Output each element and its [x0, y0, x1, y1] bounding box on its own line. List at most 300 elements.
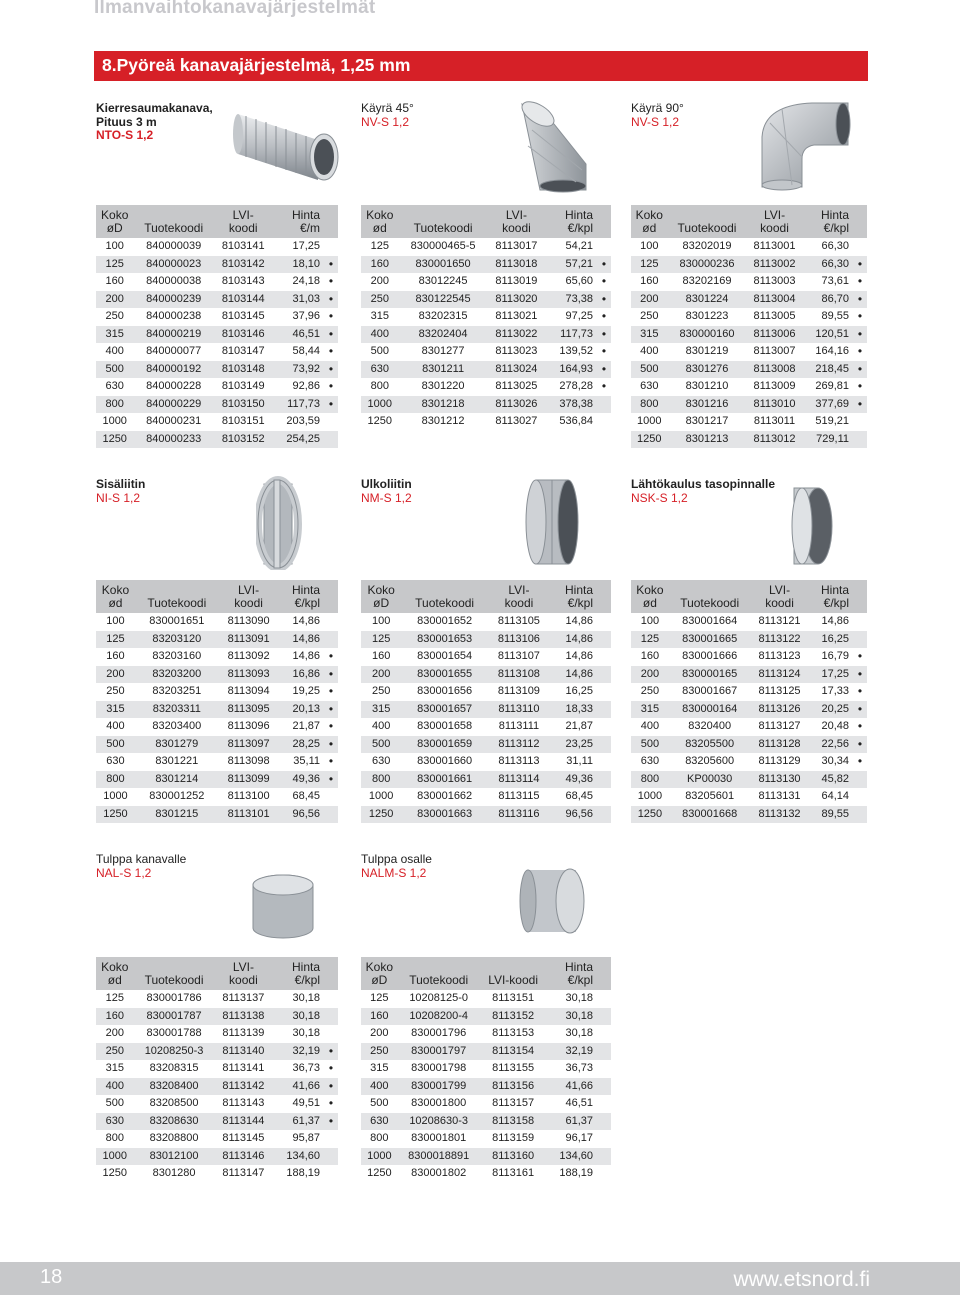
stock-dot-cell: [597, 648, 611, 666]
price-cell: 519,21: [815, 415, 849, 427]
table-row: [96, 413, 338, 431]
product-code-cell: 830001662: [417, 790, 473, 802]
price-table-bend45: [361, 205, 611, 431]
size-cell: 400: [105, 345, 124, 357]
stock-dot-cell: •: [601, 274, 607, 288]
table-row: [631, 683, 867, 701]
table-row: [631, 273, 867, 291]
table-row: [361, 291, 611, 309]
lvi-code-cell: 8113110: [488, 701, 550, 719]
product-code-cell: 83012245: [418, 275, 468, 287]
price-cell: 23,25: [550, 736, 597, 754]
lvi-code-cell: 8113009: [753, 380, 796, 392]
price-cell: 66,30: [821, 240, 849, 252]
product-code-cell: 830001653: [401, 631, 488, 649]
product-code-cell: 8301213: [668, 431, 747, 449]
product-code-cell: 8301277: [421, 345, 465, 357]
lvi-code-cell: 8103144: [214, 291, 273, 309]
stock-dot-cell: •: [328, 1061, 334, 1075]
lvi-code-cell: 8113012: [746, 431, 802, 449]
stock-dot-cell: [324, 1008, 338, 1026]
price-cell: 68,45: [292, 790, 320, 802]
product-code-cell: 8301221: [155, 755, 199, 767]
size-cell: 800: [96, 396, 133, 414]
table-row: [96, 631, 338, 649]
size-cell: 125: [370, 240, 389, 252]
product-code-cell: 830001668: [669, 806, 751, 824]
size-cell: 315: [96, 701, 135, 719]
column-header: LVI-koodi: [480, 957, 547, 990]
stock-dot-cell: •: [597, 361, 611, 379]
price-cell: 96,56: [550, 806, 597, 824]
price-cell: 117,73: [273, 396, 325, 414]
stock-dot-cell: [597, 990, 611, 1008]
lvi-code-cell: 8113090: [227, 615, 270, 627]
table-row: [361, 1165, 611, 1183]
stock-dot-cell: •: [601, 344, 607, 358]
product-code-cell: 83203120: [135, 631, 219, 649]
lvi-code-cell: 8113021: [495, 310, 538, 322]
size-cell: 1000: [368, 790, 394, 802]
product-code-cell: 83205601: [685, 790, 735, 802]
table-header-row: [96, 957, 338, 990]
stock-dot-cell: •: [328, 684, 334, 698]
stock-dot-cell: •: [853, 701, 867, 719]
price-cell: 32,19: [546, 1043, 597, 1061]
price-cell: 269,81: [815, 380, 849, 392]
column-header: Koko ød: [631, 580, 669, 613]
lvi-code-cell: 8113113: [498, 755, 540, 767]
lvi-code-cell: 8113106: [488, 631, 550, 649]
stock-dot-cell: •: [328, 649, 334, 663]
table-row: [96, 1025, 338, 1043]
column-header: Koko ød: [96, 580, 135, 613]
table-row: [631, 718, 867, 736]
price-cell: 21,87: [292, 720, 320, 732]
table-row: [631, 788, 867, 806]
table-row: [96, 806, 338, 824]
page-number: 18: [40, 1266, 63, 1288]
lvi-code-cell: 8113008: [746, 361, 802, 379]
website-link[interactable]: www.etsnord.fi: [733, 1268, 870, 1291]
price-cell: 14,86: [292, 650, 320, 662]
lvi-code-cell: 8113019: [495, 275, 538, 287]
table-row: [361, 1130, 611, 1148]
table-row: [631, 431, 867, 449]
price-cell: 49,36: [550, 771, 597, 789]
size-cell: 160: [106, 650, 125, 662]
column-header: Hinta €/kpl: [809, 580, 853, 613]
stock-dot-cell: •: [853, 291, 867, 309]
price-cell: 16,86: [278, 666, 324, 684]
product-code-cell: 8301220: [421, 380, 465, 392]
stock-dot-cell: •: [324, 771, 338, 789]
column-header: Koko ød: [361, 205, 399, 238]
price-table-nalm: [361, 957, 611, 1183]
column-header: Tuotekoodi: [133, 205, 214, 238]
stock-dot-cell: •: [853, 256, 867, 274]
size-cell: 800: [96, 771, 135, 789]
price-cell: 16,79: [821, 650, 849, 662]
price-cell: 49,36: [278, 771, 324, 789]
lvi-code-cell: 8113098: [227, 755, 270, 767]
size-cell: 1250: [96, 806, 135, 824]
product-code-cell: 83203200: [135, 666, 219, 684]
price-cell: 117,73: [545, 326, 597, 344]
product-code-cell: 8301216: [668, 396, 747, 414]
lvi-code-cell: 8113128: [750, 736, 808, 754]
lvi-code-cell: 8113092: [227, 650, 270, 662]
lvi-code-cell: 8113144: [215, 1113, 273, 1131]
size-cell: 315: [96, 326, 133, 344]
price-cell: 17,25: [809, 666, 853, 684]
table-row: [631, 361, 867, 379]
lvi-code-cell: 8113108: [488, 666, 550, 684]
column-header: Tuotekoodi: [401, 580, 488, 613]
column-header: Tuotekoodi: [135, 580, 219, 613]
lvi-code-cell: 8113116: [488, 806, 550, 824]
product-code-cell: 840000239: [133, 291, 214, 309]
stock-indicator-header: [597, 580, 611, 613]
product-code-cell: 83012100: [134, 1148, 215, 1166]
price-cell: 68,45: [565, 790, 593, 802]
product-code-cell: 830001802: [411, 1167, 467, 1179]
product-name-line: Sisäliitin: [96, 477, 146, 491]
column-header: LVI- koodi: [215, 957, 273, 990]
column-header: Hinta €/kpl: [803, 205, 853, 238]
size-cell: 1000: [361, 1148, 398, 1166]
product-code-cell: 830001664: [682, 615, 738, 627]
size-cell: 1250: [102, 1167, 128, 1179]
table-row: [631, 648, 867, 666]
stock-dot-cell: •: [601, 379, 607, 393]
product-code-cell: 83203311: [135, 701, 219, 719]
size-cell: 125: [631, 256, 668, 274]
price-cell: 49,51: [292, 1097, 320, 1109]
table-row: [96, 771, 338, 789]
price-cell: 54,21: [565, 240, 593, 252]
lvi-code-cell: 8113159: [492, 1132, 535, 1144]
size-cell: 1250: [96, 431, 133, 449]
size-cell: 500: [96, 736, 135, 754]
size-cell: 1250: [631, 431, 668, 449]
column-header: Hinta €/kpl: [272, 957, 324, 990]
product-name-line: Käyrä 45°: [361, 101, 414, 115]
product-code-cell: 830122545: [399, 291, 488, 309]
product-code-cell: 83203160: [152, 650, 202, 662]
price-cell: 134,60: [272, 1148, 324, 1166]
product-code-cell: 830001658: [417, 720, 473, 732]
inner-coupling-image: [256, 474, 306, 570]
lvi-code-cell: 8113115: [498, 790, 540, 802]
table-header-row: [631, 205, 867, 238]
lvi-code-cell: 8113155: [492, 1062, 535, 1074]
table-row: [96, 326, 338, 344]
price-cell: 14,86: [292, 615, 320, 627]
price-cell: 203,59: [286, 415, 320, 427]
size-cell: 400: [361, 326, 399, 344]
table-row: [96, 378, 338, 396]
stock-dot-cell: •: [853, 326, 867, 344]
product-code-cell: 8301210: [685, 380, 729, 392]
table-row: [361, 1025, 611, 1043]
price-cell: 64,14: [821, 790, 849, 802]
table-row: [96, 1130, 338, 1148]
size-cell: 500: [370, 1097, 389, 1109]
column-header: LVI- koodi: [214, 205, 273, 238]
size-cell: 315: [631, 701, 669, 719]
table-row: [96, 238, 338, 256]
product-code-cell: 840000238: [146, 310, 202, 322]
table-row: [361, 666, 611, 684]
stock-dot-cell: [853, 631, 867, 649]
table-row: [361, 238, 611, 256]
product-name-line: Tulppa kanavalle: [96, 852, 187, 866]
price-cell: 377,69: [803, 396, 853, 414]
product-code: NI-S 1,2: [96, 490, 141, 505]
lvi-code-cell: 8113020: [488, 291, 546, 309]
column-header: Hinta €/kpl: [550, 580, 597, 613]
size-cell: 100: [371, 615, 391, 627]
product-code-cell: 83208630: [134, 1113, 215, 1131]
lvi-code-cell: 8113145: [222, 1132, 265, 1144]
product-code-cell: 830001797: [398, 1043, 480, 1061]
table-row: [361, 648, 611, 666]
size-cell: 500: [96, 361, 133, 379]
product-code-cell: 830000165: [669, 666, 751, 684]
product-code-cell: 8301276: [668, 361, 747, 379]
product-code-cell: 83208400: [134, 1078, 215, 1096]
price-cell: 18,10: [273, 256, 325, 274]
product-code-cell: 840000219: [133, 326, 214, 344]
size-cell: 400: [106, 720, 125, 732]
product-code-cell: 8301211: [399, 361, 488, 379]
table-row: [631, 413, 867, 431]
table-row: [96, 431, 338, 449]
price-cell: 30,18: [292, 1027, 320, 1039]
lvi-code-cell: 8113002: [746, 256, 802, 274]
size-cell: 100: [640, 615, 660, 627]
table-row: [96, 1060, 338, 1078]
table-row: [361, 413, 611, 431]
size-cell: 200: [631, 291, 668, 309]
table-row: [631, 343, 867, 361]
column-header: Koko øD: [361, 580, 401, 613]
lvi-code-cell: 8113094: [227, 685, 270, 697]
table-row: [96, 648, 338, 666]
stock-dot-cell: •: [597, 291, 611, 309]
price-table-nm: [361, 580, 611, 823]
price-cell: 41,66: [272, 1078, 324, 1096]
price-cell: 46,51: [273, 326, 325, 344]
lvi-code-cell: 8113129: [758, 755, 801, 767]
stock-dot-cell: •: [328, 379, 334, 393]
lvi-code-cell: 8113011: [753, 415, 796, 427]
stock-dot-cell: •: [601, 309, 607, 323]
size-cell: 200: [631, 666, 669, 684]
product-code-cell: 830001652: [417, 615, 473, 627]
product-title-bend45: [361, 102, 414, 129]
stock-dot-cell: •: [857, 274, 863, 288]
price-cell: 37,96: [292, 310, 320, 322]
duct-cap-image: [248, 870, 318, 944]
stock-dot-cell: •: [328, 754, 334, 768]
product-name-line: Tulppa osalle: [361, 852, 432, 866]
lvi-code-cell: 8113130: [750, 771, 808, 789]
price-table-nal: [96, 957, 338, 1183]
size-cell: 250: [96, 1043, 134, 1061]
size-cell: 250: [106, 685, 125, 697]
price-cell: 73,92: [273, 361, 325, 379]
price-table-nsk: [631, 580, 867, 823]
stock-dot-cell: [324, 413, 338, 431]
size-cell: 100: [640, 240, 659, 252]
product-code: NTO-S 1,2: [96, 128, 154, 142]
product-code-cell: 8300018891: [398, 1148, 480, 1166]
size-cell: 1250: [631, 806, 669, 824]
lvi-code-cell: 8113139: [222, 1027, 265, 1039]
column-header: Hinta €/m: [273, 205, 325, 238]
product-code-cell: 8301217: [685, 415, 729, 427]
size-cell: 500: [631, 361, 668, 379]
size-cell: 315: [370, 1062, 389, 1074]
stock-dot-cell: •: [328, 274, 334, 288]
size-cell: 125: [96, 256, 133, 274]
lvi-code-cell: 8113137: [222, 992, 265, 1004]
table-row: [361, 806, 611, 824]
table-row: [631, 308, 867, 326]
lvi-code-cell: 8103149: [221, 380, 265, 392]
stock-dot-cell: [597, 701, 611, 719]
lvi-code-cell: 8113022: [488, 326, 546, 344]
lvi-code-cell: 8113142: [215, 1078, 273, 1096]
product-code-cell: 10208250-3: [134, 1043, 215, 1061]
lvi-code-cell: 8113158: [480, 1113, 547, 1131]
product-title-bend90: [631, 102, 684, 129]
stock-dot-cell: [597, 1095, 611, 1113]
stock-dot-cell: [597, 1008, 611, 1026]
price-cell: 20,48: [821, 720, 849, 732]
product-code-cell: 830001666: [682, 650, 738, 662]
lvi-code-cell: 8113157: [492, 1097, 535, 1109]
price-cell: 89,55: [821, 310, 849, 322]
price-cell: 188,19: [286, 1167, 320, 1179]
table-row: [631, 701, 867, 719]
stock-dot-cell: [597, 613, 611, 631]
stock-indicator-header: [853, 580, 867, 613]
stock-dot-cell: •: [324, 256, 338, 274]
stock-dot-cell: [324, 1165, 338, 1183]
table-row: [96, 666, 338, 684]
lvi-code-cell: 8113161: [492, 1167, 535, 1179]
lvi-code-cell: 8113126: [750, 701, 808, 719]
size-cell: 630: [371, 755, 391, 767]
table-row: [631, 378, 867, 396]
table-row: [96, 990, 338, 1008]
stock-dot-cell: •: [324, 701, 338, 719]
table-row: [361, 631, 611, 649]
stock-dot-cell: •: [324, 666, 338, 684]
stock-dot-cell: •: [324, 736, 338, 754]
price-cell: 57,21: [545, 256, 597, 274]
product-code-cell: 8301212: [421, 415, 465, 427]
product-code-cell: 83208500: [149, 1097, 199, 1109]
product-code-cell: 83202315: [418, 310, 468, 322]
product-code-cell: 830001655: [401, 666, 488, 684]
lvi-code-cell: 8103150: [214, 396, 273, 414]
table-row: [631, 753, 867, 771]
lvi-code-cell: 8113107: [497, 650, 540, 662]
lvi-code-cell: 8103146: [214, 326, 273, 344]
price-cell: 32,19: [272, 1043, 324, 1061]
table-row: [96, 1148, 338, 1166]
stock-dot-cell: •: [324, 291, 338, 309]
product-code-cell: 83202169: [682, 275, 732, 287]
size-cell: 630: [640, 755, 660, 767]
table-row: [361, 1148, 611, 1166]
size-cell: 630: [361, 361, 399, 379]
column-header: LVI- koodi: [746, 205, 802, 238]
product-code-cell: 830001796: [411, 1027, 467, 1039]
product-code-cell: 83205600: [685, 755, 735, 767]
product-code: NALM-S 1,2: [361, 865, 427, 880]
stock-dot-cell: [597, 1078, 611, 1096]
size-cell: 800: [370, 1132, 389, 1144]
size-cell: 1000: [637, 415, 662, 427]
price-cell: 188,19: [559, 1167, 593, 1179]
stock-dot-cell: [853, 413, 867, 431]
spiral-duct-image: [232, 100, 344, 182]
product-code-cell: 840000039: [146, 240, 202, 252]
column-header: LVI- koodi: [488, 580, 550, 613]
price-cell: 92,86: [292, 380, 320, 392]
table-row: [96, 701, 338, 719]
lvi-code-cell: 8103142: [214, 256, 273, 274]
table-row: [96, 1008, 338, 1026]
table-header-row: [631, 580, 867, 613]
table-row: [96, 361, 338, 379]
price-cell: 45,82: [809, 771, 853, 789]
stock-dot-cell: [597, 753, 611, 771]
size-cell: 160: [105, 275, 124, 287]
size-cell: 200: [361, 666, 401, 684]
size-cell: 125: [631, 631, 669, 649]
size-cell: 125: [96, 631, 135, 649]
table-row: [96, 1165, 338, 1183]
product-code-cell: 830001661: [401, 771, 488, 789]
price-table-nto: [96, 205, 338, 448]
stock-dot-cell: •: [853, 396, 867, 414]
price-cell: 73,61: [821, 275, 849, 287]
stock-dot-cell: [597, 413, 611, 431]
size-cell: 200: [96, 666, 135, 684]
stock-dot-cell: •: [857, 379, 863, 393]
table-row: [361, 1008, 611, 1026]
stock-dot-cell: [597, 736, 611, 754]
size-cell: 630: [96, 1113, 134, 1131]
size-cell: 630: [361, 1113, 398, 1131]
size-cell: 125: [105, 992, 124, 1004]
table-row: [96, 1095, 338, 1113]
product-code-cell: 10208125-0: [409, 992, 469, 1004]
column-header: Koko øD: [96, 205, 133, 238]
price-cell: 61,37: [272, 1113, 324, 1131]
stock-dot-cell: [597, 771, 611, 789]
saddle-image: [788, 484, 844, 568]
bend-45-image: [494, 100, 594, 196]
price-cell: 24,18: [292, 275, 320, 287]
stock-dot-cell: [853, 238, 867, 256]
